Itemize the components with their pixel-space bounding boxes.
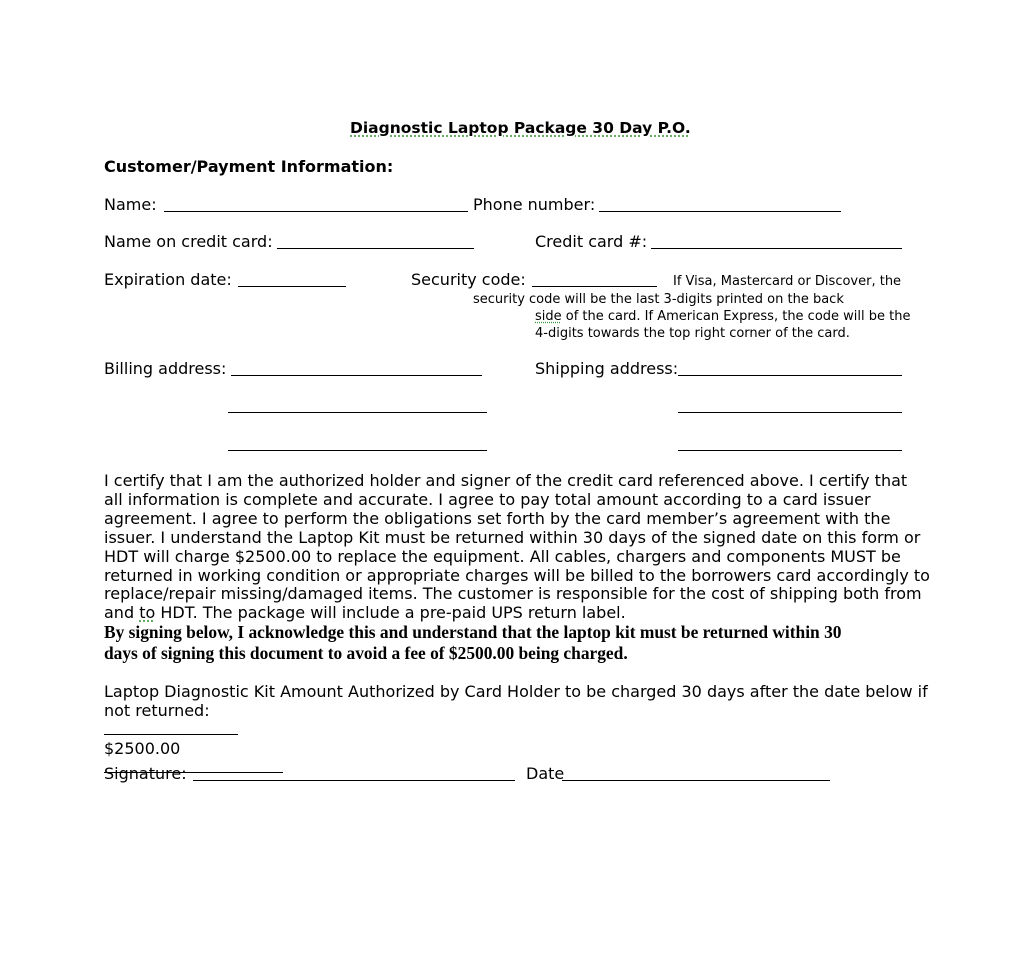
- phone-label: Phone number:: [473, 195, 596, 214]
- date-label: Date: [526, 764, 565, 783]
- security-note-line-2: security code will be the last 3-digits printed on the back: [473, 292, 844, 307]
- security-note-side-word: side: [535, 309, 562, 324]
- name-on-card-label: Name on credit card:: [104, 232, 273, 251]
- certification-line: issuer. I understand the Laptop Kit must be returned within 30 days of the signed date on this form or: [104, 527, 921, 547]
- form-title: Diagnostic Laptop Package 30 Day P.O.: [350, 119, 691, 137]
- acknowledgement-line-1: By signing below, I acknowledge this and understand that the laptop kit must be returned within 30: [104, 622, 842, 642]
- acknowledgement-paragraph: [104, 622, 924, 664]
- authorized-amount: $2500.00: [104, 739, 181, 758]
- shipping-address-label: Shipping address:: [535, 359, 679, 378]
- expiration-label: Expiration date:: [104, 270, 232, 289]
- authorization-blank-1[interactable]: [104, 721, 238, 735]
- credit-card-field[interactable]: [651, 248, 902, 249]
- certification-lines: [104, 471, 930, 604]
- authorization-prefix: not returned:: [104, 701, 210, 720]
- name-label: Name:: [104, 195, 157, 214]
- phone-field[interactable]: [599, 211, 841, 212]
- authorization-line-1: Laptop Diagnostic Kit Amount Authorized by Card Holder to be charged 30 days after the date below if: [104, 682, 928, 701]
- expiration-field[interactable]: [238, 286, 346, 287]
- acknowledgement-line-2: days of signing this document to avoid a fee of $2500.00 being charged.: [104, 643, 628, 663]
- shipping-address-line-1[interactable]: [678, 375, 902, 376]
- billing-address-line-1[interactable]: [231, 375, 482, 376]
- billing-address-label: Billing address:: [104, 359, 227, 378]
- cert-last-word: to: [139, 603, 156, 623]
- section-heading: Customer/Payment Information:: [104, 157, 394, 176]
- cert-last-before: and: [104, 603, 140, 623]
- security-note-line-3-rest: of the card. If American Express, the code will be the: [561, 309, 911, 324]
- security-note-line-1: If Visa, Mastercard or Discover, the: [673, 274, 902, 289]
- signature-field[interactable]: [193, 780, 515, 781]
- billing-address-line-3[interactable]: [228, 450, 487, 451]
- name-on-card-field[interactable]: [277, 248, 474, 249]
- certification-line: HDT will charge $2500.00 to replace the equipment. All cables, chargers and components MUST be: [104, 546, 901, 566]
- certification-line: replace/repair missing/damaged items. The customer is responsible for the cost of shipping both from: [104, 584, 922, 604]
- certification-last-line: [104, 604, 924, 623]
- name-field[interactable]: [164, 211, 468, 212]
- signature-label: Signature:: [104, 764, 187, 783]
- authorization-paragraph: [104, 682, 928, 777]
- billing-address-line-2[interactable]: [228, 412, 487, 413]
- credit-card-label: Credit card #:: [535, 232, 648, 251]
- certification-line: all information is complete and accurate. I agree to pay total amount according to a card issuer: [104, 489, 871, 509]
- date-field[interactable]: [562, 780, 830, 781]
- shipping-address-line-3[interactable]: [678, 450, 902, 451]
- certification-line: agreement. I agree to perform the obligations set forth by the card member’s agreement with the: [104, 508, 891, 528]
- certification-line: returned in working condition or appropriate charges will be billed to the borrowers card accordingly to: [104, 565, 930, 585]
- certification-line: I certify that I am the authorized holder and signer of the credit card referenced above. I certify that: [104, 471, 908, 490]
- security-code-field[interactable]: [532, 286, 657, 287]
- shipping-address-line-2[interactable]: [678, 412, 902, 413]
- cert-last-after: HDT. The package will include a pre-paid UPS return label.: [155, 603, 626, 623]
- security-note-line-4: 4-digits towards the top right corner of the card.: [535, 326, 850, 341]
- security-code-label: Security code:: [411, 270, 526, 289]
- authorization-line-2: [104, 701, 924, 777]
- certification-paragraph: [104, 471, 930, 623]
- security-note-line-3: [535, 310, 910, 323]
